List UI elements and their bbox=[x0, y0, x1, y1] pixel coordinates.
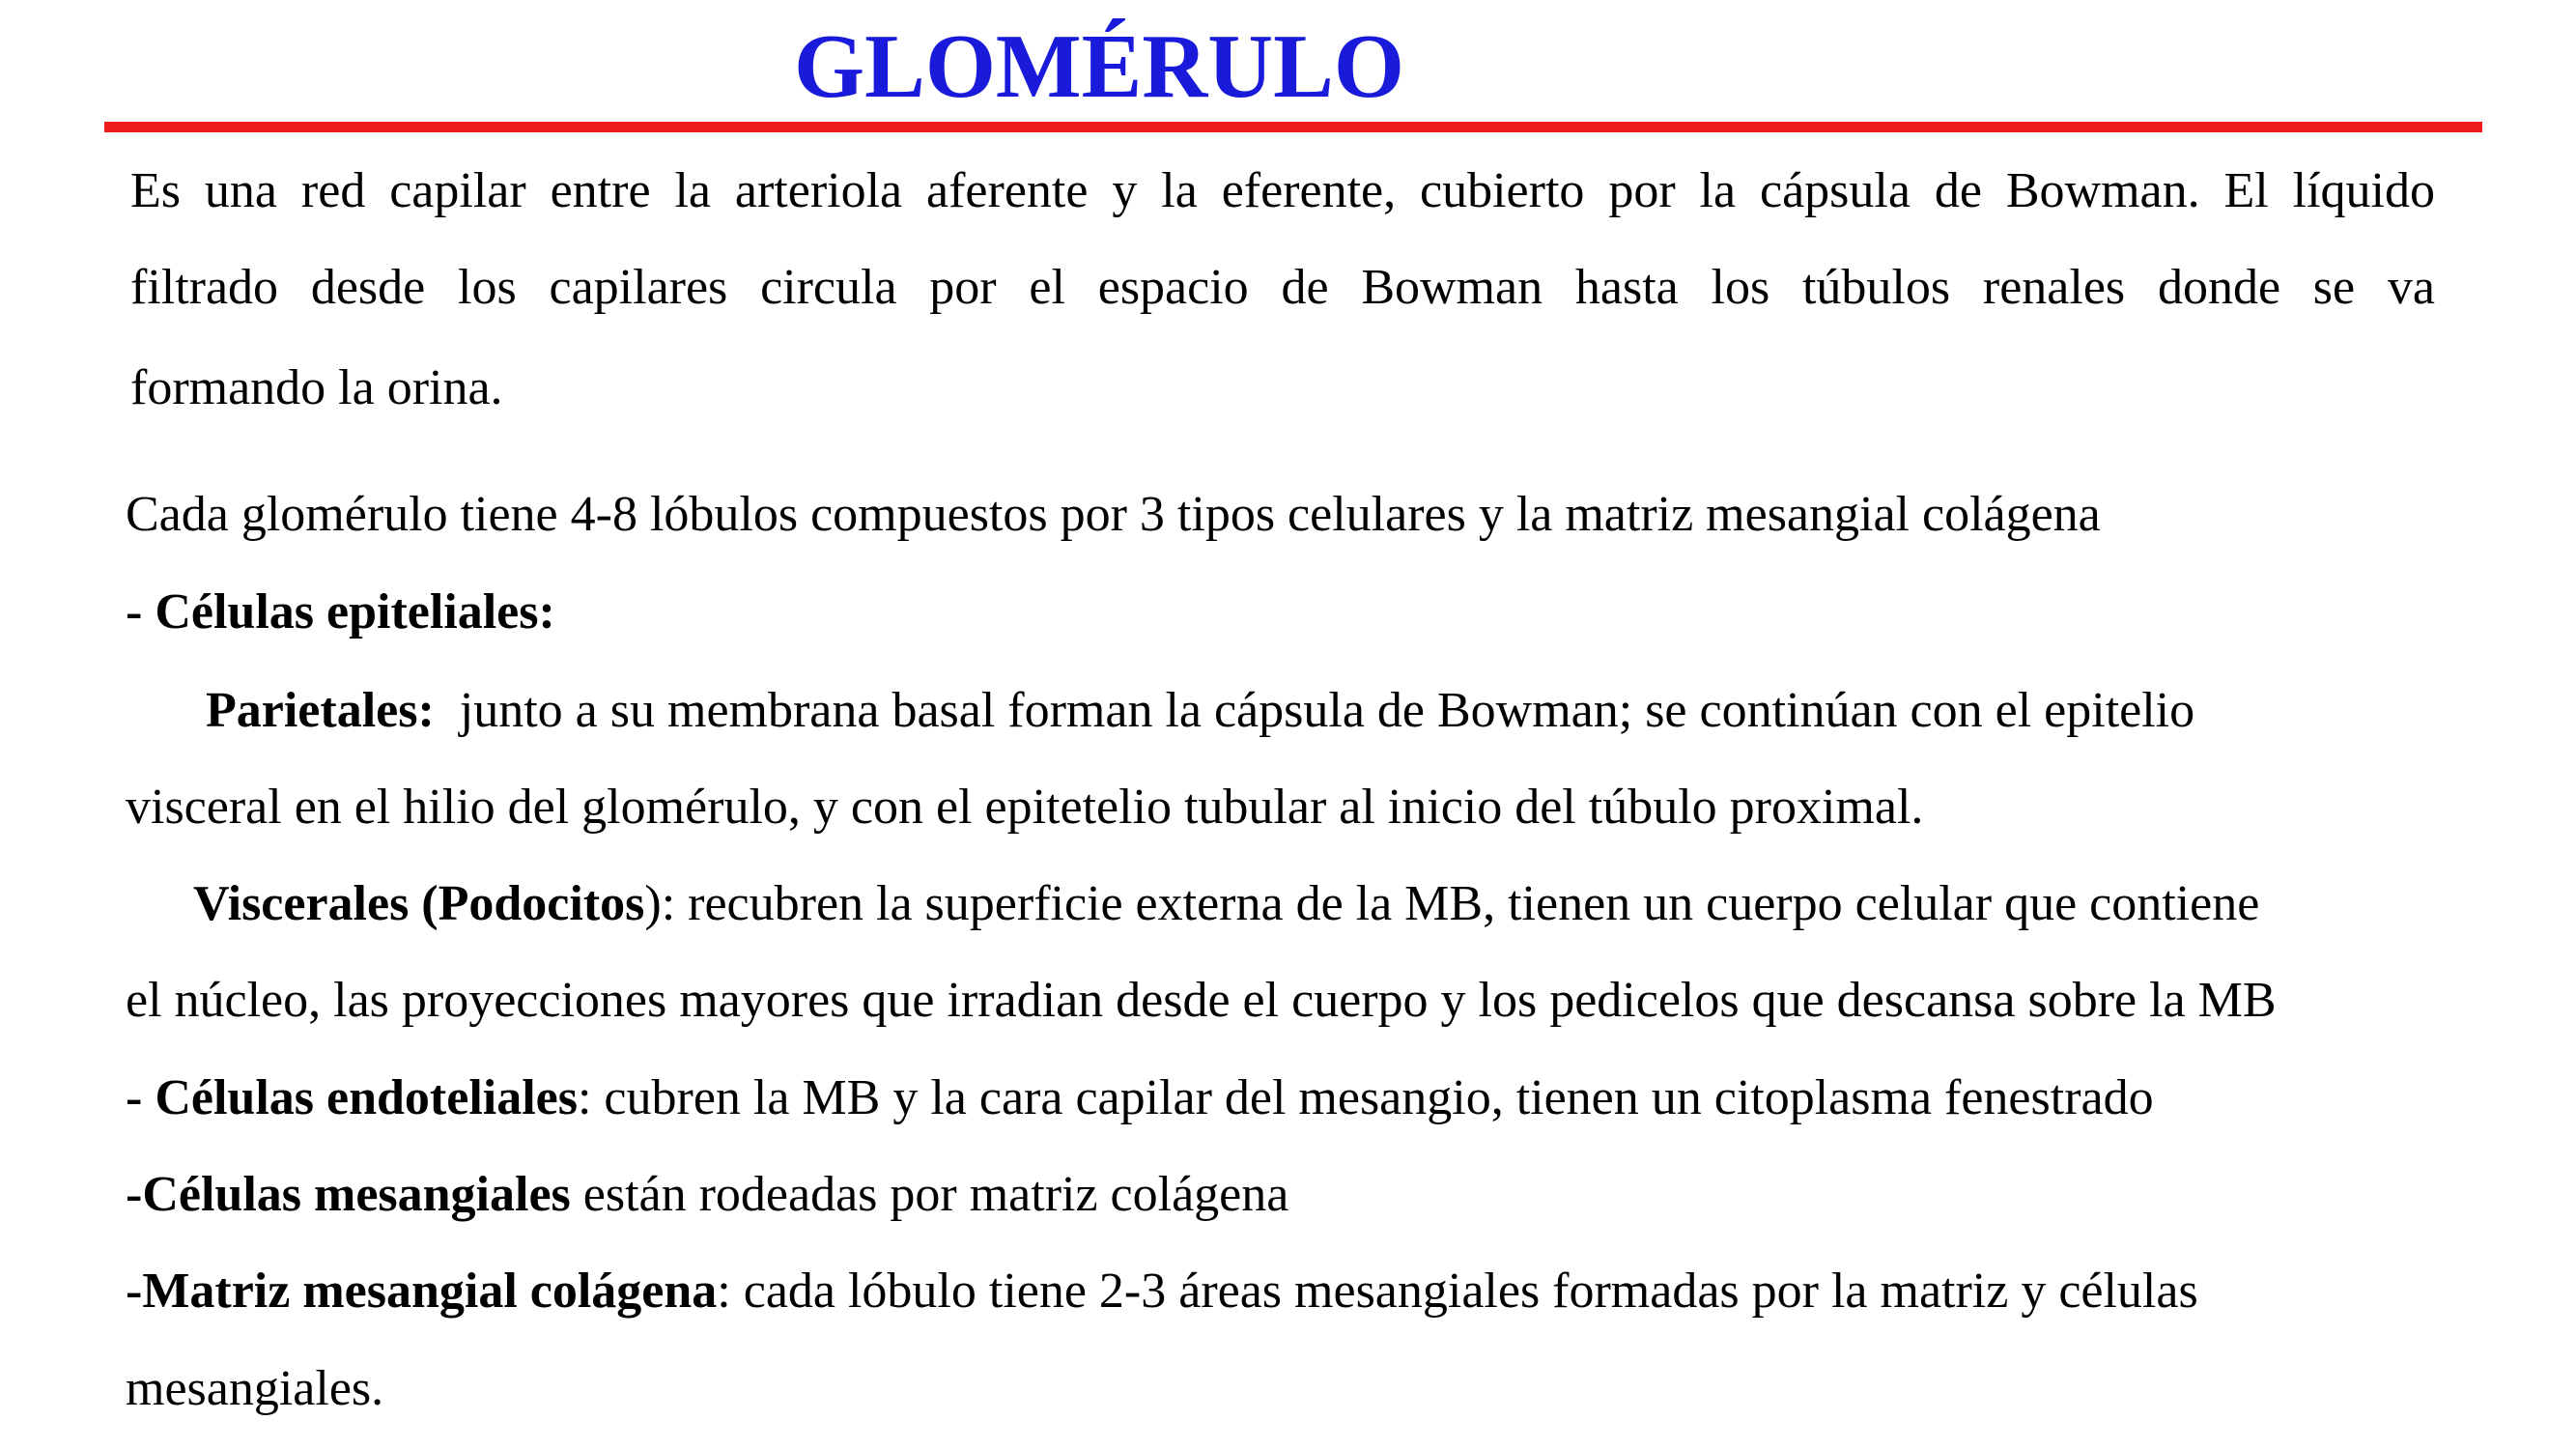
matrix-line-2: mesangiales. bbox=[126, 1361, 384, 1416]
parietal-paragraph bbox=[206, 682, 2194, 740]
parietal-label: Parietales: bbox=[206, 683, 435, 738]
visceral-paragraph bbox=[193, 875, 2259, 933]
epithelial-heading: - Células epiteliales: bbox=[126, 584, 555, 639]
title-underline bbox=[104, 122, 2482, 132]
mesangial-label: -Células mesangiales bbox=[126, 1167, 571, 1222]
lobules-text: Cada glomérulo tiene 4-8 lóbulos compuestos por 3 tipos celulares y la matriz mesangial colágena bbox=[126, 487, 2101, 542]
parietal-text: junto a su membrana basal forman la cápsula de Bowman; se continúan con el epitelio bbox=[459, 683, 2195, 738]
endothelial-paragraph bbox=[126, 1069, 2154, 1127]
visceral-label: Viscerales (Podocitos bbox=[193, 876, 645, 931]
mesangial-paragraph bbox=[126, 1166, 1288, 1224]
visceral-line-2: el núcleo, las proyecciones mayores que irradian desde el cuerpo y los pedicelos que descansa sobre la MB bbox=[126, 973, 2277, 1028]
page-title: GLOMÉRULO bbox=[794, 16, 1404, 117]
endothelial-text: : cubren la MB y la cara capilar del mesangio, tienen un citoplasma fenestrado bbox=[577, 1070, 2154, 1125]
intro-line-3: formando la orina. bbox=[130, 360, 503, 415]
matrix-text: : cada lóbulo tiene 2-3 áreas mesangiales formadas por la matriz y células bbox=[717, 1264, 2198, 1319]
endothelial-label: - Células endoteliales bbox=[126, 1070, 578, 1125]
parietal-line-2: visceral en el hilio del glomérulo, y con el epitetelio tubular al inicio del túbulo proximal. bbox=[126, 780, 1924, 835]
intro-line-2: filtrado desde los capilares circula por el espacio de Bowman hasta los túbulos renales donde se va bbox=[130, 260, 2435, 315]
matrix-label: -Matriz mesangial colágena bbox=[126, 1264, 718, 1319]
intro-line-1: Es una red capilar entre la arteriola aferente y la eferente, cubierto por la cápsula de Bowman. El líquido bbox=[130, 163, 2435, 218]
mesangial-text: están rodeadas por matriz colágena bbox=[570, 1167, 1289, 1222]
matrix-paragraph bbox=[126, 1263, 2198, 1321]
visceral-text: ): recubren la superficie externa de la MB, tienen un cuerpo celular que contiene bbox=[644, 876, 2260, 931]
